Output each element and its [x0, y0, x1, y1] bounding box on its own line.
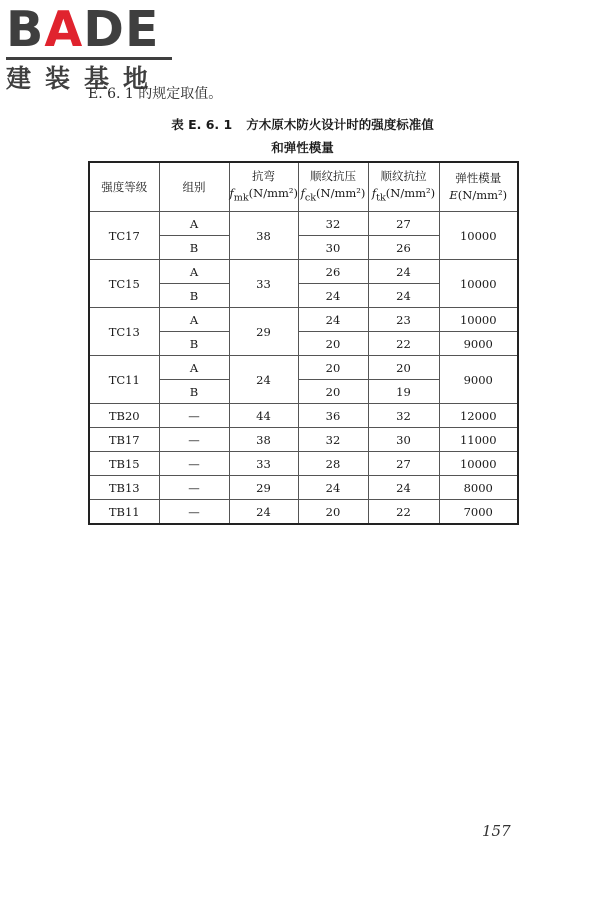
- cell-modulus: 7000: [439, 500, 518, 525]
- cell-compression: 20: [298, 500, 368, 525]
- cell-modulus: 10000: [439, 212, 518, 260]
- header-tension: 顺纹抗拉 $f_{tk}(N/mm^2)$: [368, 162, 439, 212]
- table-row: [89, 212, 518, 236]
- table-header-row: [89, 162, 518, 212]
- cell-modulus: 10000: [439, 260, 518, 308]
- cell-tension: 22: [368, 500, 439, 525]
- cell-tension: 22: [368, 332, 439, 356]
- strength-table: [88, 161, 519, 525]
- table-row: [89, 356, 518, 380]
- header-bending: 抗弯 $f_{mk}(N/mm^2)$: [229, 162, 298, 212]
- cell-grade: TB11: [89, 500, 159, 525]
- header-modulus: 弹性模量 E(N/mm²): [439, 162, 518, 212]
- cell-bending: 33: [229, 452, 298, 476]
- table-row: [89, 404, 518, 428]
- watermark-logo: [6, 1, 176, 94]
- table-row: [89, 308, 518, 332]
- cell-compression: 32: [298, 212, 368, 236]
- cell-group: B: [159, 380, 229, 404]
- intro-text: E. 6. 1 的规定取值。: [88, 86, 223, 102]
- cell-bending: 44: [229, 404, 298, 428]
- cell-tension: 26: [368, 236, 439, 260]
- cell-compression: 24: [298, 308, 368, 332]
- logo-wordmark: BADE: [6, 1, 160, 58]
- cell-modulus: 12000: [439, 404, 518, 428]
- cell-grade: TC13: [89, 308, 159, 356]
- cell-group: —: [159, 476, 229, 500]
- cell-compression: 24: [298, 284, 368, 308]
- page-number: 157: [482, 822, 511, 840]
- header-compression: 顺纹抗压 $f_{ck}(N/mm^2)$: [298, 162, 368, 212]
- cell-bending: 38: [229, 428, 298, 452]
- cell-compression: 36: [298, 404, 368, 428]
- table-caption: [88, 115, 517, 133]
- cell-group: A: [159, 356, 229, 380]
- cell-modulus: 10000: [439, 308, 518, 332]
- logo-subtitle: 建装基地: [6, 64, 163, 93]
- header-grade: 强度等级: [89, 162, 159, 212]
- cell-tension: 30: [368, 428, 439, 452]
- cell-grade: TC11: [89, 356, 159, 404]
- table-row: [89, 260, 518, 284]
- cell-group: —: [159, 452, 229, 476]
- cell-bending: 29: [229, 308, 298, 356]
- cell-grade: TB15: [89, 452, 159, 476]
- table-row: [89, 476, 518, 500]
- cell-compression: 28: [298, 452, 368, 476]
- table-row: [89, 452, 518, 476]
- cell-tension: 23: [368, 308, 439, 332]
- cell-modulus: 11000: [439, 428, 518, 452]
- cell-grade: TC15: [89, 260, 159, 308]
- cell-grade: TB17: [89, 428, 159, 452]
- cell-grade: TB13: [89, 476, 159, 500]
- cell-compression: 26: [298, 260, 368, 284]
- table-row: [89, 428, 518, 452]
- cell-tension: 24: [368, 476, 439, 500]
- header-group: 组别: [159, 162, 229, 212]
- table-number: 表 E. 6. 1: [171, 117, 233, 132]
- cell-group: —: [159, 500, 229, 525]
- table-title: 方木原木防火设计时的强度标准值: [246, 117, 434, 132]
- cell-tension: 27: [368, 452, 439, 476]
- cell-group: —: [159, 404, 229, 428]
- cell-group: B: [159, 236, 229, 260]
- cell-bending: 38: [229, 212, 298, 260]
- cell-modulus: 9000: [439, 332, 518, 356]
- cell-compression: 30: [298, 236, 368, 260]
- cell-grade: TB20: [89, 404, 159, 428]
- cell-group: B: [159, 332, 229, 356]
- cell-tension: 19: [368, 380, 439, 404]
- cell-tension: 27: [368, 212, 439, 236]
- cell-group: A: [159, 260, 229, 284]
- table-row: [89, 500, 518, 525]
- cell-bending: 29: [229, 476, 298, 500]
- cell-group: B: [159, 284, 229, 308]
- cell-compression: 20: [298, 332, 368, 356]
- cell-tension: 24: [368, 260, 439, 284]
- cell-group: A: [159, 212, 229, 236]
- table-caption-line2: 和弹性模量: [271, 140, 334, 155]
- cell-bending: 33: [229, 260, 298, 308]
- cell-compression: 24: [298, 476, 368, 500]
- cell-grade: TC17: [89, 212, 159, 260]
- cell-bending: 24: [229, 500, 298, 525]
- cell-tension: 20: [368, 356, 439, 380]
- cell-bending: 24: [229, 356, 298, 404]
- cell-group: A: [159, 308, 229, 332]
- cell-compression: 20: [298, 356, 368, 380]
- cell-tension: 24: [368, 284, 439, 308]
- cell-modulus: 9000: [439, 356, 518, 404]
- cell-tension: 32: [368, 404, 439, 428]
- cell-compression: 20: [298, 380, 368, 404]
- cell-group: —: [159, 428, 229, 452]
- cell-compression: 32: [298, 428, 368, 452]
- cell-modulus: 8000: [439, 476, 518, 500]
- cell-modulus: 10000: [439, 452, 518, 476]
